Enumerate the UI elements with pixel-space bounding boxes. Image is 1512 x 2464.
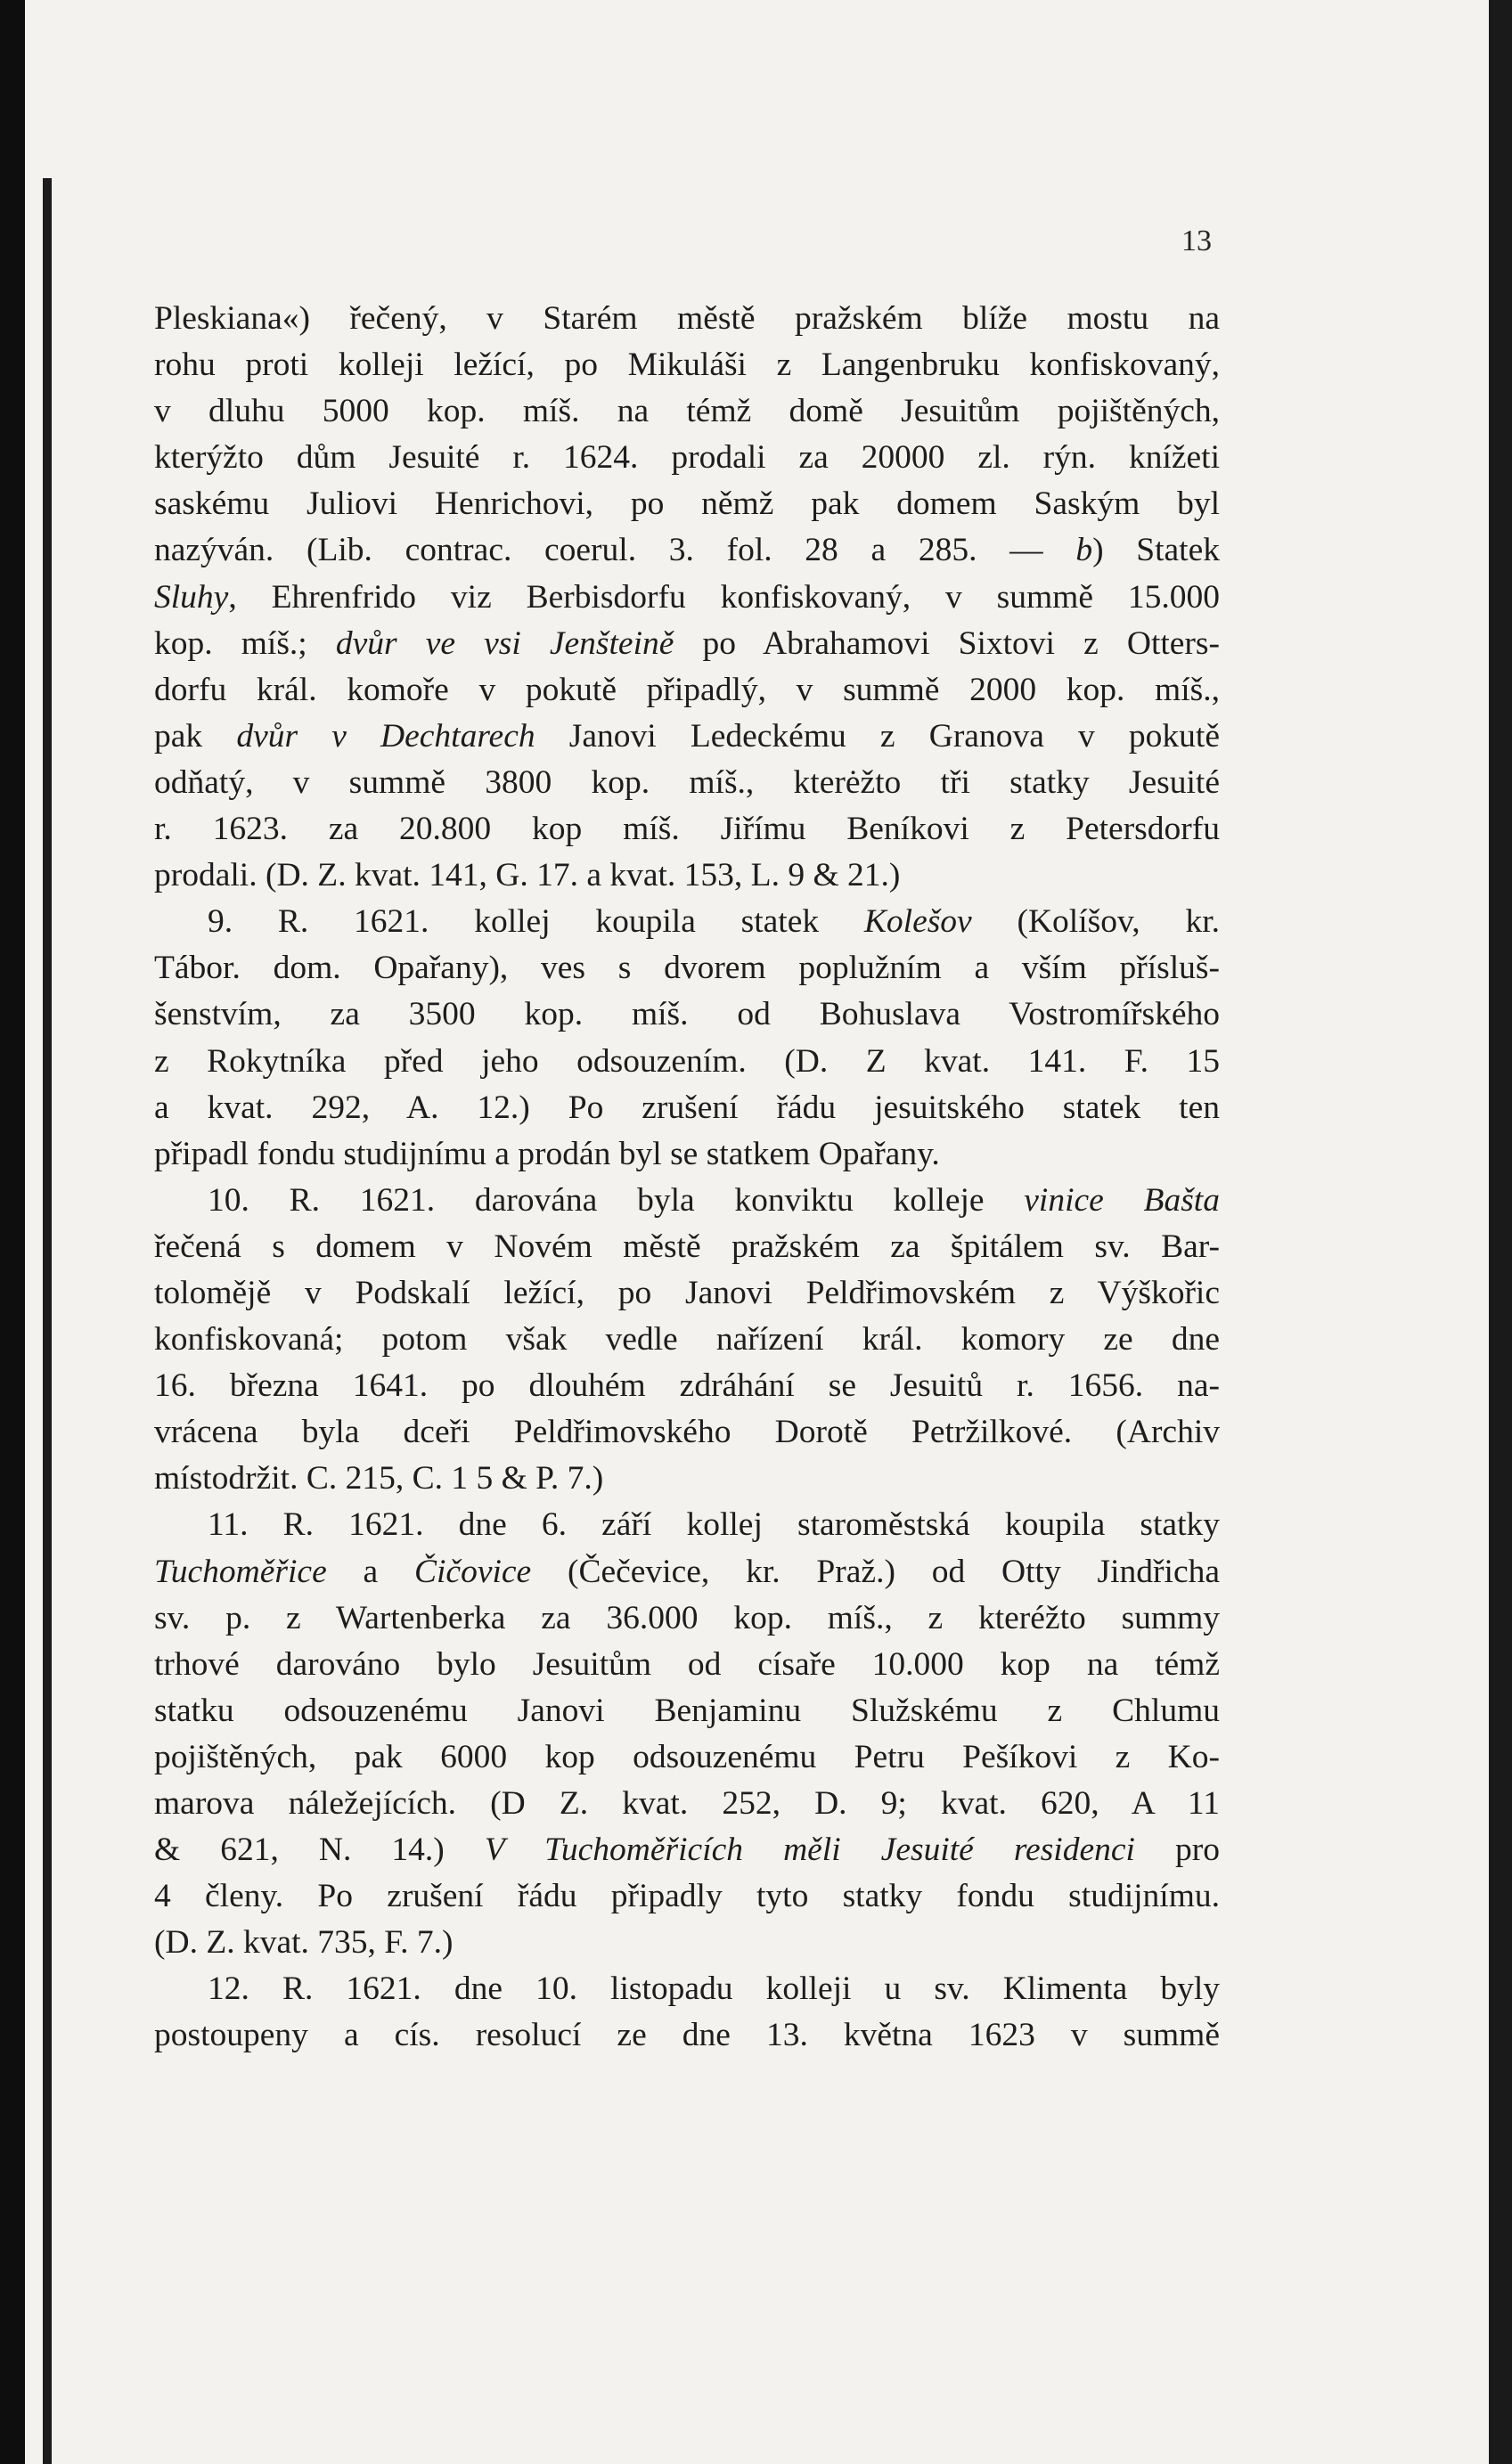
text-run: tolomějě v Podskalí ležící, po Janovi Peldřimovském z Výškořic (154, 1274, 1220, 1311)
italic-term: vinice Bašta (1024, 1181, 1220, 1219)
text-line (154, 1502, 1220, 1548)
text-line (154, 1178, 1220, 1224)
text-run: postoupeny a cís. resolucí ze dne 13. května 1623 v summě (154, 2017, 1220, 2054)
text-run: sv. p. z Wartenberka za 36.000 kop. míš., z kteréžto summy (154, 1599, 1220, 1636)
text-line (154, 481, 1220, 527)
text-run: , Ehrenfrido viz Berbisdorfu konfiskovaný, v summě 15.000 (228, 578, 1220, 616)
text-run: 12. R. 1621. dne 10. listopadu kolleji u sv. Klimenta byly (208, 1970, 1220, 2008)
text-line (154, 1688, 1220, 1734)
text-run: odňatý, v summě 3800 kop. míš., kterėžto tři statky Jesuité (154, 763, 1220, 801)
text-run: řečená s domem v Novém městě pražském za špitálem sv. Bar- (154, 1228, 1220, 1265)
italic-term: Kolešov (863, 903, 972, 941)
text-run: konfiskovaná; potom však vedle nařízení král. komory ze dne (154, 1321, 1220, 1358)
text-run: a kvat. 292, A. 12.) Po zrušení řádu jesuitského statek ten (154, 1089, 1220, 1126)
text-line (154, 1039, 1220, 1085)
text-line (154, 296, 1220, 342)
text-line (154, 1549, 1220, 1595)
text-line (154, 1409, 1220, 1456)
text-run: dorfu král. komoře v pokutě připadlý, v summě 2000 kop. míš., (154, 671, 1220, 708)
text-line (154, 760, 1220, 806)
text-line (154, 1595, 1220, 1642)
text-run: (Kolíšov, kr. (971, 903, 1220, 941)
text-line (154, 667, 1220, 714)
text-line (154, 435, 1220, 481)
text-line (154, 1224, 1220, 1270)
text-run: Tábor. dom. Opařany), ves s dvorem poplužním a vším přísluš- (154, 950, 1220, 987)
text-run: 11. R. 1621. dne 6. září kollej staroměstská koupila statky (208, 1506, 1220, 1544)
italic-term: Tuchoměřice (154, 1553, 327, 1590)
text-line (154, 806, 1220, 853)
italic-term: dvůr ve vsi Jenšteině (335, 624, 674, 662)
text-run: připadl fondu studijnímu a prodán byl se statkem Opařany. (154, 1135, 940, 1172)
text-line (154, 2012, 1220, 2059)
text-line (154, 991, 1220, 1038)
text-run: Pleskiana«) řečený, v Starém městě pražském blíže mostu na (154, 300, 1220, 337)
italic-term: Sluhy (154, 578, 229, 616)
text-run: 16. března 1641. po dlouhém zdráhání se Jesuitů r. 1656. na- (154, 1367, 1220, 1405)
text-line (154, 1317, 1220, 1363)
text-run: (D. Z. kvat. 735, F. 7.) (154, 1924, 454, 1962)
text-run: místodržit. C. 215, C. 1 5 & P. 7.) (154, 1460, 604, 1497)
text-line (154, 1456, 1220, 1502)
page-number: 13 (1181, 224, 1212, 257)
text-run: vrácena byla dceři Peldřimovského Dorotě Petržilkové. (Archiv (154, 1414, 1220, 1451)
text-run: kop. míš.; (154, 624, 336, 662)
text-line (154, 1781, 1220, 1827)
text-run: z Rokytníka před jeho odsouzením. (D. Z kvat. 141. F. 15 (154, 1042, 1220, 1080)
text-line (154, 388, 1220, 435)
italic-term: dvůr v Dechtarech (236, 717, 535, 755)
text-run: 4 členy. Po zrušení řádu připadly tyto statky fondu studijnímu. (154, 1878, 1220, 1915)
page-edge-shadow (1489, 0, 1512, 2464)
text-run: trhové darováno bylo Jesuitům od císaře 10.000 kop na témž (154, 1645, 1220, 1683)
text-line (154, 853, 1220, 899)
text-run: & 621, N. 14.) (154, 1832, 485, 1869)
text-line (154, 1131, 1220, 1178)
text-line (154, 621, 1220, 667)
text-run: ) Statek (1092, 532, 1220, 569)
text-line (154, 1966, 1220, 2012)
text-line (154, 1270, 1220, 1317)
text-line (154, 1363, 1220, 1409)
text-run: šenstvím, za 3500 kop. míš. od Bohuslava Vostromířského (154, 996, 1220, 1033)
text-line (154, 714, 1220, 760)
text-run: (Čečevice, kr. Praž.) od Otty Jindřicha (531, 1553, 1220, 1590)
text-run: po Abrahamovi Sixtovi z Otters- (674, 624, 1220, 662)
text-run: pojištěných, pak 6000 kop odsouzenému Petru Pešíkovi z Ko- (154, 1738, 1220, 1775)
book-page (25, 0, 1512, 2464)
text-line (154, 945, 1220, 991)
italic-term: V Tuchoměřicích měli Jesuité residenci (484, 1832, 1135, 1869)
text-line (154, 1920, 1220, 1966)
text-line (154, 899, 1220, 945)
italic-term: b (1075, 532, 1093, 569)
text-line (154, 575, 1220, 621)
text-line (154, 1873, 1220, 1920)
text-run: pak (154, 717, 237, 755)
text-line (154, 1085, 1220, 1131)
text-line (154, 1827, 1220, 1873)
text-line (154, 527, 1220, 574)
text-run: rohu proti kolleji ležící, po Mikuláši z Langenbruku konfiskovaný, (154, 347, 1220, 384)
text-line (154, 342, 1220, 388)
text-run: r. 1623. za 20.800 kop míš. Jiřímu Beníkovi z Petersdorfu (154, 811, 1220, 848)
text-run: v dluhu 5000 kop. míš. na témž domě Jesuitům pojištěných, (154, 393, 1220, 430)
text-run: nazýván. (Lib. contrac. coerul. 3. fol. 28 a 285. — (154, 532, 1076, 569)
text-run: pro (1134, 1832, 1220, 1869)
text-run: Janovi Ledeckému z Granova v pokutě (535, 717, 1220, 755)
text-run: a (326, 1553, 414, 1590)
text-run: 10. R. 1621. darována byla konviktu kolleje (208, 1181, 1025, 1219)
text-line (154, 1642, 1220, 1688)
text-run: saskému Juliovi Henrichovi, po němž pak domem Saským byl (154, 485, 1220, 523)
text-line (154, 1734, 1220, 1781)
italic-term: Čičovice (414, 1553, 532, 1590)
text-run: 9. R. 1621. kollej koupila statek (208, 903, 864, 941)
book-spine (43, 178, 52, 2464)
body-text (154, 296, 1220, 2060)
text-run: statku odsouzenému Janovi Benjaminu Služskému z Chlumu (154, 1692, 1220, 1729)
text-run: prodali. (D. Z. kvat. 141, G. 17. a kvat. 153, L. 9 & 21.) (154, 857, 901, 894)
text-run: kterýžto dům Jesuité r. 1624. prodali za 20000 zl. rýn. knížeti (154, 439, 1220, 477)
text-run: marova náležejících. (D Z. kvat. 252, D. 9; kvat. 620, A 11 (154, 1785, 1220, 1822)
